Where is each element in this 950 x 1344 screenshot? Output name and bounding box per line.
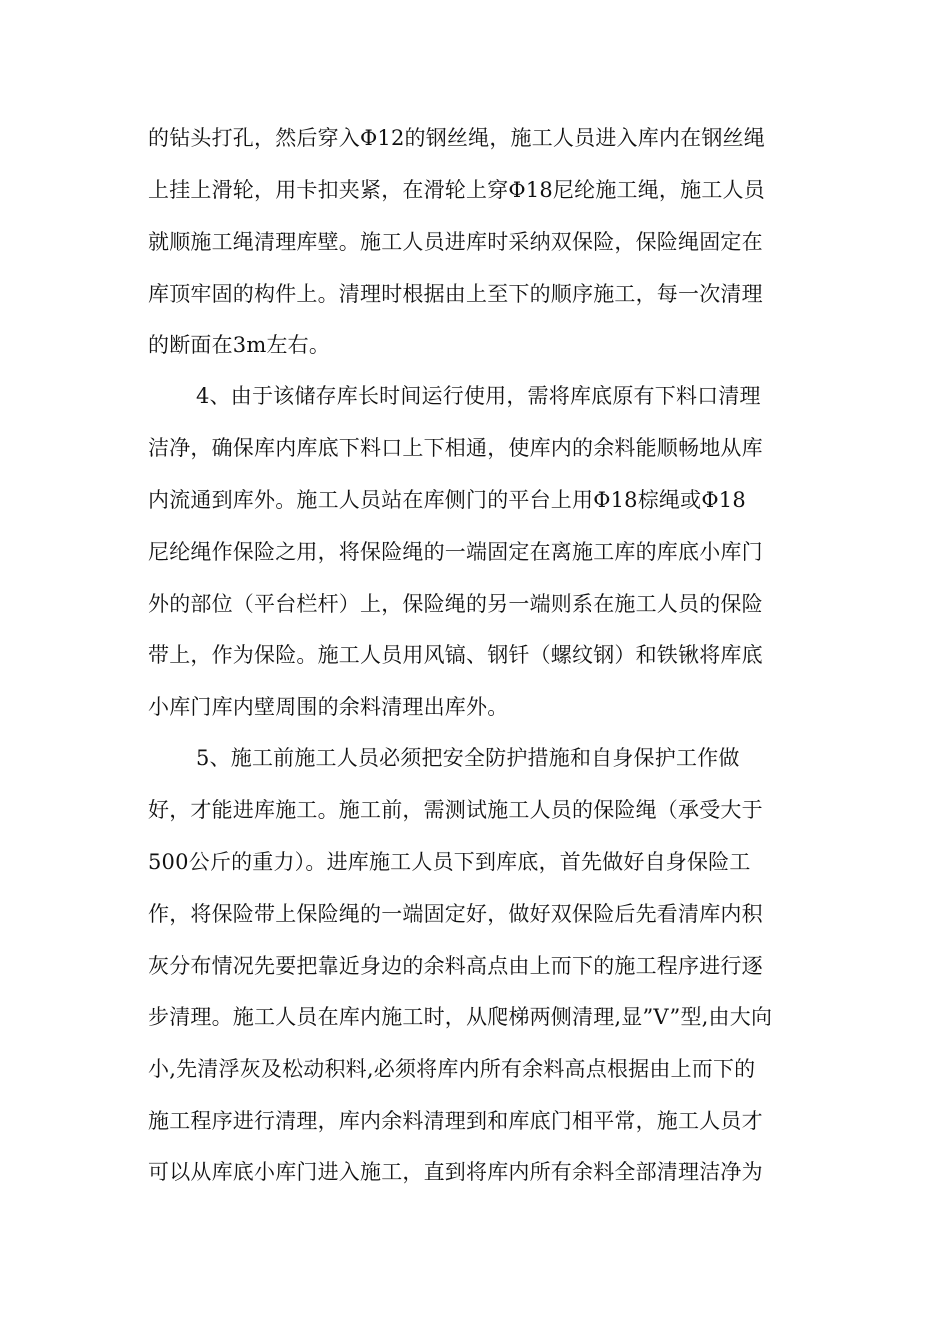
- text-line: 步清理。施工人员在库内施工时，从爬梯两侧清理,显”V”型,由大向: [148, 1005, 773, 1029]
- text-line: 小,先清浮灰及松动积料,必须将库内所有余料高点根据由上而下的: [148, 1057, 756, 1081]
- text-line: 就顺施工绳清理库壁。施工人员进库时采纳双保险，保险绳固定在: [148, 230, 763, 254]
- text-line: 外的部位（平台栏杆）上，保险绳的另一端则系在施工人员的保险: [148, 592, 763, 616]
- text-line: 的钻头打孔，然后穿入Φ12的钢丝绳，施工人员进入库内在钢丝绳: [148, 126, 765, 150]
- paragraph-first-line: 5、施工前施工人员必须把安全防护措施和自身保护工作做: [196, 746, 740, 770]
- text-line: 好，才能进库施工。施工前，需测试施工人员的保险绳（承受大于: [148, 798, 763, 822]
- text-line: 作，将保险带上保险绳的一端固定好，做好双保险后先看清库内积: [148, 902, 763, 926]
- text-line: 内流通到库外。施工人员站在库侧门的平台上用Φ18棕绳或Φ18: [148, 488, 746, 512]
- text-line: 尼纶绳作保险之用，将保险绳的一端固定在离施工库的库底小库门: [148, 540, 763, 564]
- text-line: 可以从库底小库门进入施工，直到将库内所有余料全部清理洁净为: [148, 1160, 763, 1184]
- paragraph-first-line: 4、由于该储存库长时间运行使用，需将库底原有下料口清理: [196, 384, 761, 408]
- text-line: 施工程序进行清理，库内余料清理到和库底门相平常，施工人员才: [148, 1109, 763, 1133]
- text-line: 的断面在3m左右。: [148, 333, 331, 357]
- text-line: 上挂上滑轮，用卡扣夹紧，在滑轮上穿Φ18尼纶施工绳，施工人员: [148, 178, 765, 202]
- text-line: 库顶牢固的构件上。清理时根据由上至下的顺序施工，每一次清理: [148, 282, 763, 306]
- text-line: 带上，作为保险。施工人员用风镐、钢钎（螺纹钢）和铁锹将库底: [148, 643, 763, 667]
- text-line: 500公斤的重力）。进库施工人员下到库底，首先做好自身保险工: [148, 850, 751, 874]
- text-line: 灰分布情况先要把靠近身边的余料高点由上而下的施工程序进行逐: [148, 954, 763, 978]
- text-line: 洁净，确保库内库底下料口上下相通，使库内的余料能顺畅地从库: [148, 436, 763, 460]
- text-line: 小库门库内壁周围的余料清理出库外。: [148, 695, 509, 719]
